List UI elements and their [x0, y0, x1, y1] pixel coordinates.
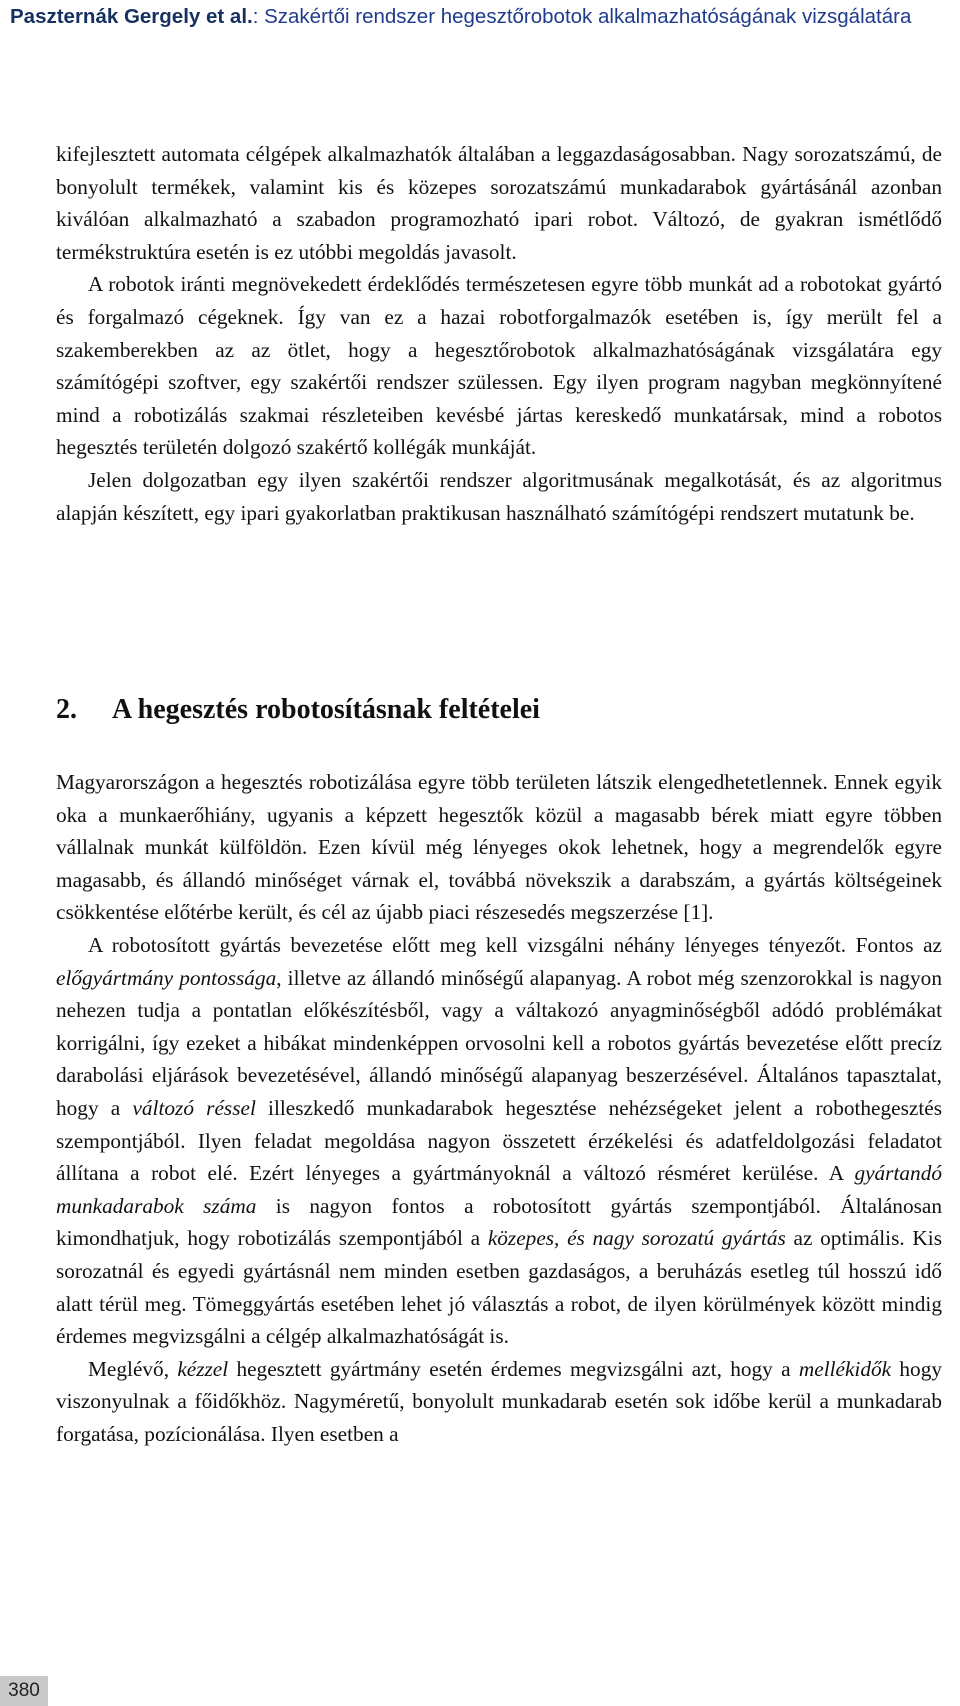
- body-p2-text-d: is nagyon fontos a robotosított gyártás szempontjából. Általánosan kimondhatjuk, hogy robotizálás szempontjából a: [56, 1193, 942, 1251]
- body-p3-text-c: hogy viszonyulnak a főidőkhöz. Nagyméretű, bonyolult munkadarab esetén sok időbe kerül a munkadarab forgatása, pozícionálása. Ilyen esetben a: [56, 1356, 942, 1446]
- section-heading: [56, 690, 942, 730]
- section-title: A hegesztés robotosításnak feltételei: [112, 694, 540, 725]
- page-number: 380: [0, 1676, 48, 1706]
- intro-paragraph-2: A robotok iránti megnövekedett érdeklődés természetesen egyre több munkát ad a robotokat gyártó és forgalmazó cégeknek. Így van ez a hazai robotforgalmazók esetében is, így merült fel a szakemberekben az az ötlet, hogy a hegesztőrobotok alkalmazhatóságának vizsgálatára egy számítógépi szoftver, egy szakértői rendszer szülessen. Egy ilyen program nagyban megkönnyítené mind a robotizálás szakmai részleteiben kevésbé jártas kereskedő munkatársak, mind a robotos hegesztés területén dolgozó szakértő kollégák munkáját.: [56, 272, 942, 460]
- body-p2-text-a: A robotosított gyártás bevezetése előtt meg kell vizsgálni néhány lényeges tényezőt. Fontos az: [88, 932, 942, 957]
- header-authors: Paszternák Gergely et al.: [10, 5, 253, 28]
- body-p2-text-e: az optimális. Kis sorozatnál és egyedi gyártásnál nem minden esetben gazdaságos, a beruházás esetleg túl hosszú idő alatt térül meg. Tömeggyártás esetében lehet jó választás a robot, de ilyen körülmények között mindig érdemes megvizsgálni a célgép alkalmazhatóságát is.: [56, 1226, 943, 1349]
- body-p2-text-c: illeszkedő munkadarabok hegesztése nehézségeket jelent a robothegesztés szempontjából. Ilyen feladat megoldása nagyon összetett érzékelési és adatfeldolgozási feladatot állítana a robot elé. Ezért lényeges a gyártmányoknál a változó résméret kerülése. A: [56, 1095, 943, 1186]
- section-number: 2.: [56, 694, 77, 725]
- body-paragraph-3: [56, 1353, 942, 1451]
- intro-paragraph-3: Jelen dolgozatban egy ilyen szakértői rendszer algoritmusának megalkotását, és az algoritmus alapján készített, egy ipari gyakorlatban praktikusan használható számítógépi rendszert mutatunk be.: [56, 467, 942, 525]
- body-paragraph-1: Magyarországon a hegesztés robotizálása egyre több területen látszik elengedhetetlennek. Ennek egyik oka a munkaerőhiány, ugyanis a képzett hegesztők közül a magasabb bérek miatt egyre többen vállalnak munkát külföldön. Ezen kívül még lényeges okok lehetnek, hogy a megrendelők egyre magasabb, és állandó minőséget várnak el, továbbá növekszik a darabszám, a gyártás költségeinek csökkentése előtérbe került, és cél az újabb piaci részesedés megszerzése [1].: [56, 770, 942, 925]
- body-p3-emphasis-2: mellékidők: [798, 1356, 892, 1381]
- body-p3-emphasis-1: kézzel: [177, 1356, 229, 1381]
- body-p2-emphasis-2: változó réssel: [132, 1095, 256, 1120]
- intro-paragraph-1: kifejlesztett automata célgépek alkalmazhatók általában a leggazdaságosabban. Nagy sorozatszámú, de bonyolult termékek, valamint kis és közepes sorozatszámú munkadarabok gyártásánál azonban kiválóan alkalmazható a szabadon programozható ipari robot. Változó, de gyakran ismétlődő termékstruktúra esetén is ez utóbbi megoldás javasolt.: [56, 142, 942, 264]
- section-text-block: [56, 766, 942, 1450]
- body-p2-text-b: , illetve az állandó minőségű alapanyag. A robot még szenzorokkal is nagyon nehezen tudja a pontatlan előkészítésből, vagy a váltakozó anyagminőségből adódó problémákat korrigálni, így ezeket a hibákat mindenképpen orvosolni kell a robotos gyártás bevezetése előtt precíz darabolási eljárások bevezetésével, állandó minőségű alapanyag beszerzésével. Általános tapasztalat, hogy a: [56, 965, 942, 1120]
- body-p2-emphasis-4: közepes, és nagy sorozatú gyártás: [487, 1226, 786, 1251]
- intro-text-block: [56, 138, 942, 529]
- running-header: [10, 2, 946, 32]
- body-p2-emphasis-1: előgyártmány pontossága: [56, 965, 277, 990]
- body-p3-text-b: hegesztett gyártmány esetén érdemes megvizsgálni azt, hogy a: [228, 1356, 799, 1381]
- body-p3-text-a: Meglévő,: [88, 1356, 178, 1381]
- header-title: : Szakértői rendszer hegesztőrobotok alkalmazhatóságának vizsgálatára: [252, 5, 912, 28]
- body-p2-emphasis-3: gyártandó munkadarabok száma: [56, 1161, 942, 1218]
- body-paragraph-2: [56, 929, 942, 1353]
